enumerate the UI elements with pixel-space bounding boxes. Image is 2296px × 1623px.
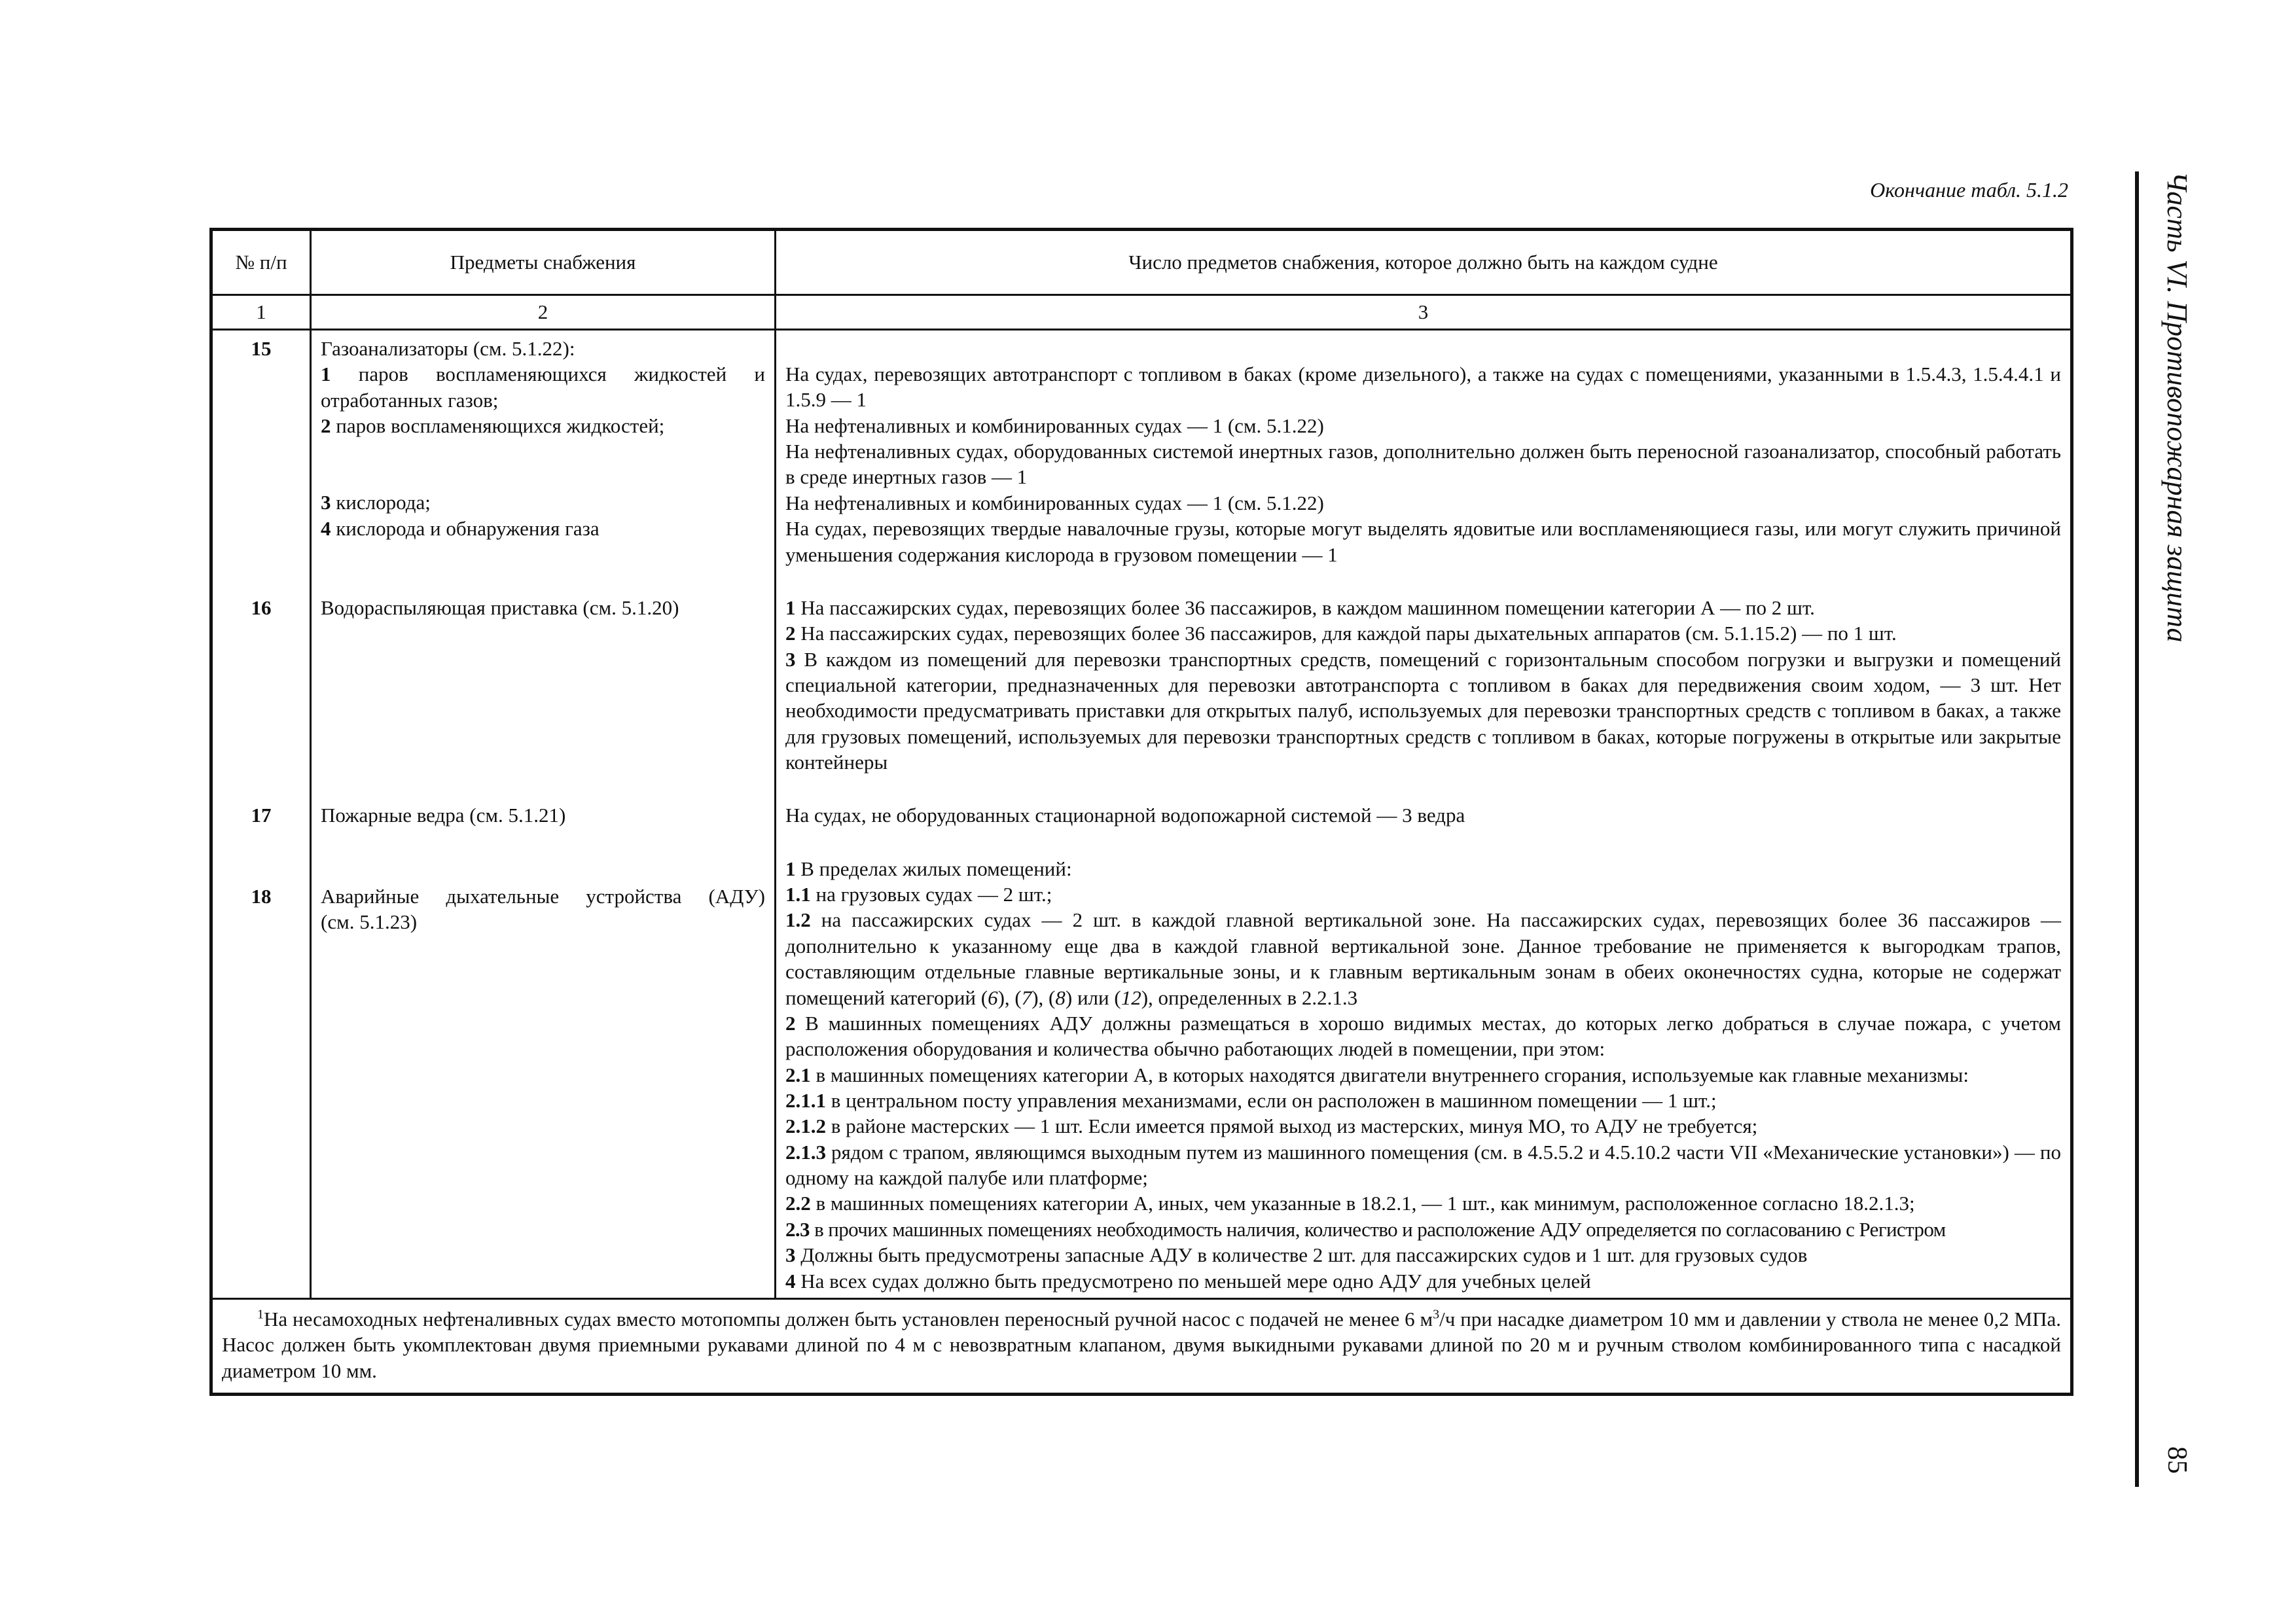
footnote-mark: 1 — [257, 1307, 264, 1322]
row-count — [776, 829, 2072, 1299]
row-item: Пожарные ведра (см. 5.1.21) — [311, 775, 776, 828]
row-count — [776, 567, 2072, 776]
unit-exponent: 3 — [1433, 1307, 1440, 1322]
row-number: 18 — [211, 829, 311, 1299]
row-count: На судах, не оборудованных стационарной водопожарной системой — 3 ведра — [776, 775, 2072, 828]
header-row — [211, 230, 2072, 295]
item-line: (см. 5.1.23) — [321, 910, 418, 934]
column-number-2: 2 — [311, 295, 776, 330]
count-paragraph-2-1-2: 2.1.2 в районе мастерских — 1 шт. Если имеется прямой выход из мастерских, минуя МО, то АДУ не требуется; — [785, 1115, 1758, 1138]
count-paragraph-4: 4 На всех судах должно быть предусмотрено по меньшей мере одно АДУ для учебных целей — [785, 1269, 1591, 1293]
header-num: № п/п — [211, 230, 311, 295]
count-paragraph-3: 3 В каждом из помещений для перевозки транспортных средств, помещений с горизонтальным способом погрузки и выгрузки и помещений специальной категории, предназначенных для перевозки автотранспорта с топливом в баках для передвижения своим ходом, — 3 шт. Нет необходимости предусматривать приставки для открытых палуб, используемых для перевозки транспортных средств с топливом в баках, а также для грузовых помещений, используемых для перевозки транспортных средств с топливом в баках, которые погружены в открытые или закрытые контейнеры — [785, 647, 2061, 774]
table-row-16 — [211, 567, 2072, 776]
item-sub-4: 4 кислорода и обнаружения газа — [321, 516, 600, 540]
table-row-18 — [211, 829, 2072, 1299]
row-item: Водораспыляющая приставка (см. 5.1.20) — [311, 567, 776, 776]
table-caption: Окончание табл. 5.1.2 — [1870, 178, 2068, 202]
count-text: На нефтеналивных и комбинированных судах — 1 (см. 5.1.22) — [785, 414, 1324, 437]
count-paragraph-2-1-3: 2.1.3 рядом с трапом, являющимся выходным путем из машинного помещения (см. в 4.5.5.2 и 4.5.10.2 части VII «Механические установки») — по одному на каждой палубе или платформе; — [785, 1140, 2061, 1190]
count-paragraph-3: 3 Должны быть предусмотрены запасные АДУ в количестве 2 шт. для пассажирских судов и 1 шт. для грузовых судов — [785, 1243, 1808, 1267]
side-rule — [2135, 171, 2139, 1487]
row-number: 15 — [211, 330, 311, 567]
row-item — [311, 829, 776, 1299]
row-count — [776, 330, 2072, 567]
count-text: На нефтеналивных судах, оборудованных системой инертных газов, дополнительно должен быть переносной газоанализатор, способный работать в среде инертных газов — 1 — [785, 440, 2061, 489]
item-line: Аварийные дыхательные устройства (АДУ) — [321, 884, 765, 908]
column-number-row — [211, 295, 2072, 330]
page-number: 85 — [2162, 1446, 2192, 1474]
count-paragraph-2: 2 В машинных помещениях АДУ должны размещаться в хорошо видимых местах, до которых легко добраться в случае пожара, с учетом расположения оборудования и количества обычно работающих людей в помещении, при этом: — [785, 1011, 2061, 1061]
item-sub-1: 1 паров воспламеняющихся жидкостей и отработанных газов; — [321, 363, 765, 412]
count-paragraph-1: 1 В пределах жилых помещений: — [785, 857, 1072, 880]
header-items: Предметы снабжения — [311, 230, 776, 295]
count-paragraph-2: 2 На пассажирских судах, перевозящих более 36 пассажиров, для каждой пары дыхательных аппаратов (см. 5.1.15.2) — по 1 шт. — [785, 622, 1897, 645]
count-paragraph-2-3: 2.3 в прочих машинных помещениях необходимость наличия, количество и расположение АДУ определяется по согласованию с Регистром — [785, 1217, 1946, 1241]
running-header: Часть VI. Противопожарная защита — [2161, 171, 2193, 643]
count-text: На нефтеналивных и комбинированных судах — 1 (см. 5.1.22) — [785, 491, 1324, 514]
table-row-17 — [211, 775, 2072, 828]
footnote-row — [211, 1298, 2072, 1394]
supply-table — [209, 228, 2073, 1396]
header-count: Число предметов снабжения, которое должно быть на каждом судне — [776, 230, 2072, 295]
count-paragraph-2-1-1: 2.1.1 в центральном посту управления механизмами, если он расположен в машинном помещении — 1 шт.; — [785, 1088, 1717, 1112]
row-number: 17 — [211, 775, 311, 828]
count-text: На судах, перевозящих автотранспорт с топливом в баках (кроме дизельного), а также на судах с помещениями, указанными в 1.5.4.3, 1.5.4.4.1 и 1.5.9 — 1 — [785, 363, 2061, 412]
count-paragraph-2-2: 2.2 в машинных помещениях категории А, иных, чем указанные в 18.2.1, — 1 шт., как минимум, расположенное согласно 18.2.1.3; — [785, 1192, 1915, 1215]
row-item — [311, 330, 776, 567]
row-number: 16 — [211, 567, 311, 776]
column-number-3: 3 — [776, 295, 2072, 330]
count-paragraph-1-2: 1.2 на пассажирских судах — 2 шт. в каждой главной вертикальной зоне. На пассажирских судах, перевозящих более 36 пассажиров — дополнительно к указанному еще два в каждой главной вертикальной зоне. Данное требование не применяется к выгородкам трапов, составляющим отдельные главные вертикальные зоны, и к главным вертикальным зонам в обеих оконечностях судна, которые не содержат помещений категорий (6), (7), (8) или (12), определенных в 2.2.1.3 — [785, 908, 2061, 1009]
item-sub-2: 2 паров воспламеняющихся жидкостей; — [321, 414, 665, 438]
count-text: На судах, перевозящих твердые навалочные грузы, которые могут выделять ядовитые или воспламеняющиеся газы, или могут служить причиной уменьшения содержания кислорода в грузовом помещении — 1 — [785, 517, 2061, 566]
table-row-15 — [211, 330, 2072, 567]
column-number-1: 1 — [211, 295, 311, 330]
item-title: Газоанализаторы (см. 5.1.22): — [321, 337, 575, 360]
footnote: $^1$На несамоходных нефтеналивных судах вместо мотопомпы должен быть установлен переносный ручной насос с подачей не менее 6 $м^3/ч$ при насадке диаметром 10 мм и давлении у ствола не менее 0,2 МПа. Насос должен быть укомплектован двумя приемными рукавами длиной по 4 м с невозвратным клапаном, двумя выкидными рукавами длиной по 20 м и ручным стволом комбинированного типа с насадкой диаметром 10 мм. — [211, 1298, 2072, 1394]
count-paragraph-1: 1 На пассажирских судах, перевозящих более 36 пассажиров, в каждом машинном помещении категории А — по 2 шт. — [785, 596, 1815, 619]
count-paragraph-1-1: 1.1 на грузовых судах — 2 шт.; — [785, 883, 1052, 906]
count-paragraph-2-1: 2.1 в машинных помещениях категории А, в которых находятся двигатели внутреннего сгорания, используемые как главные механизмы: — [785, 1063, 1969, 1086]
item-sub-3: 3 кислорода; — [321, 491, 431, 514]
